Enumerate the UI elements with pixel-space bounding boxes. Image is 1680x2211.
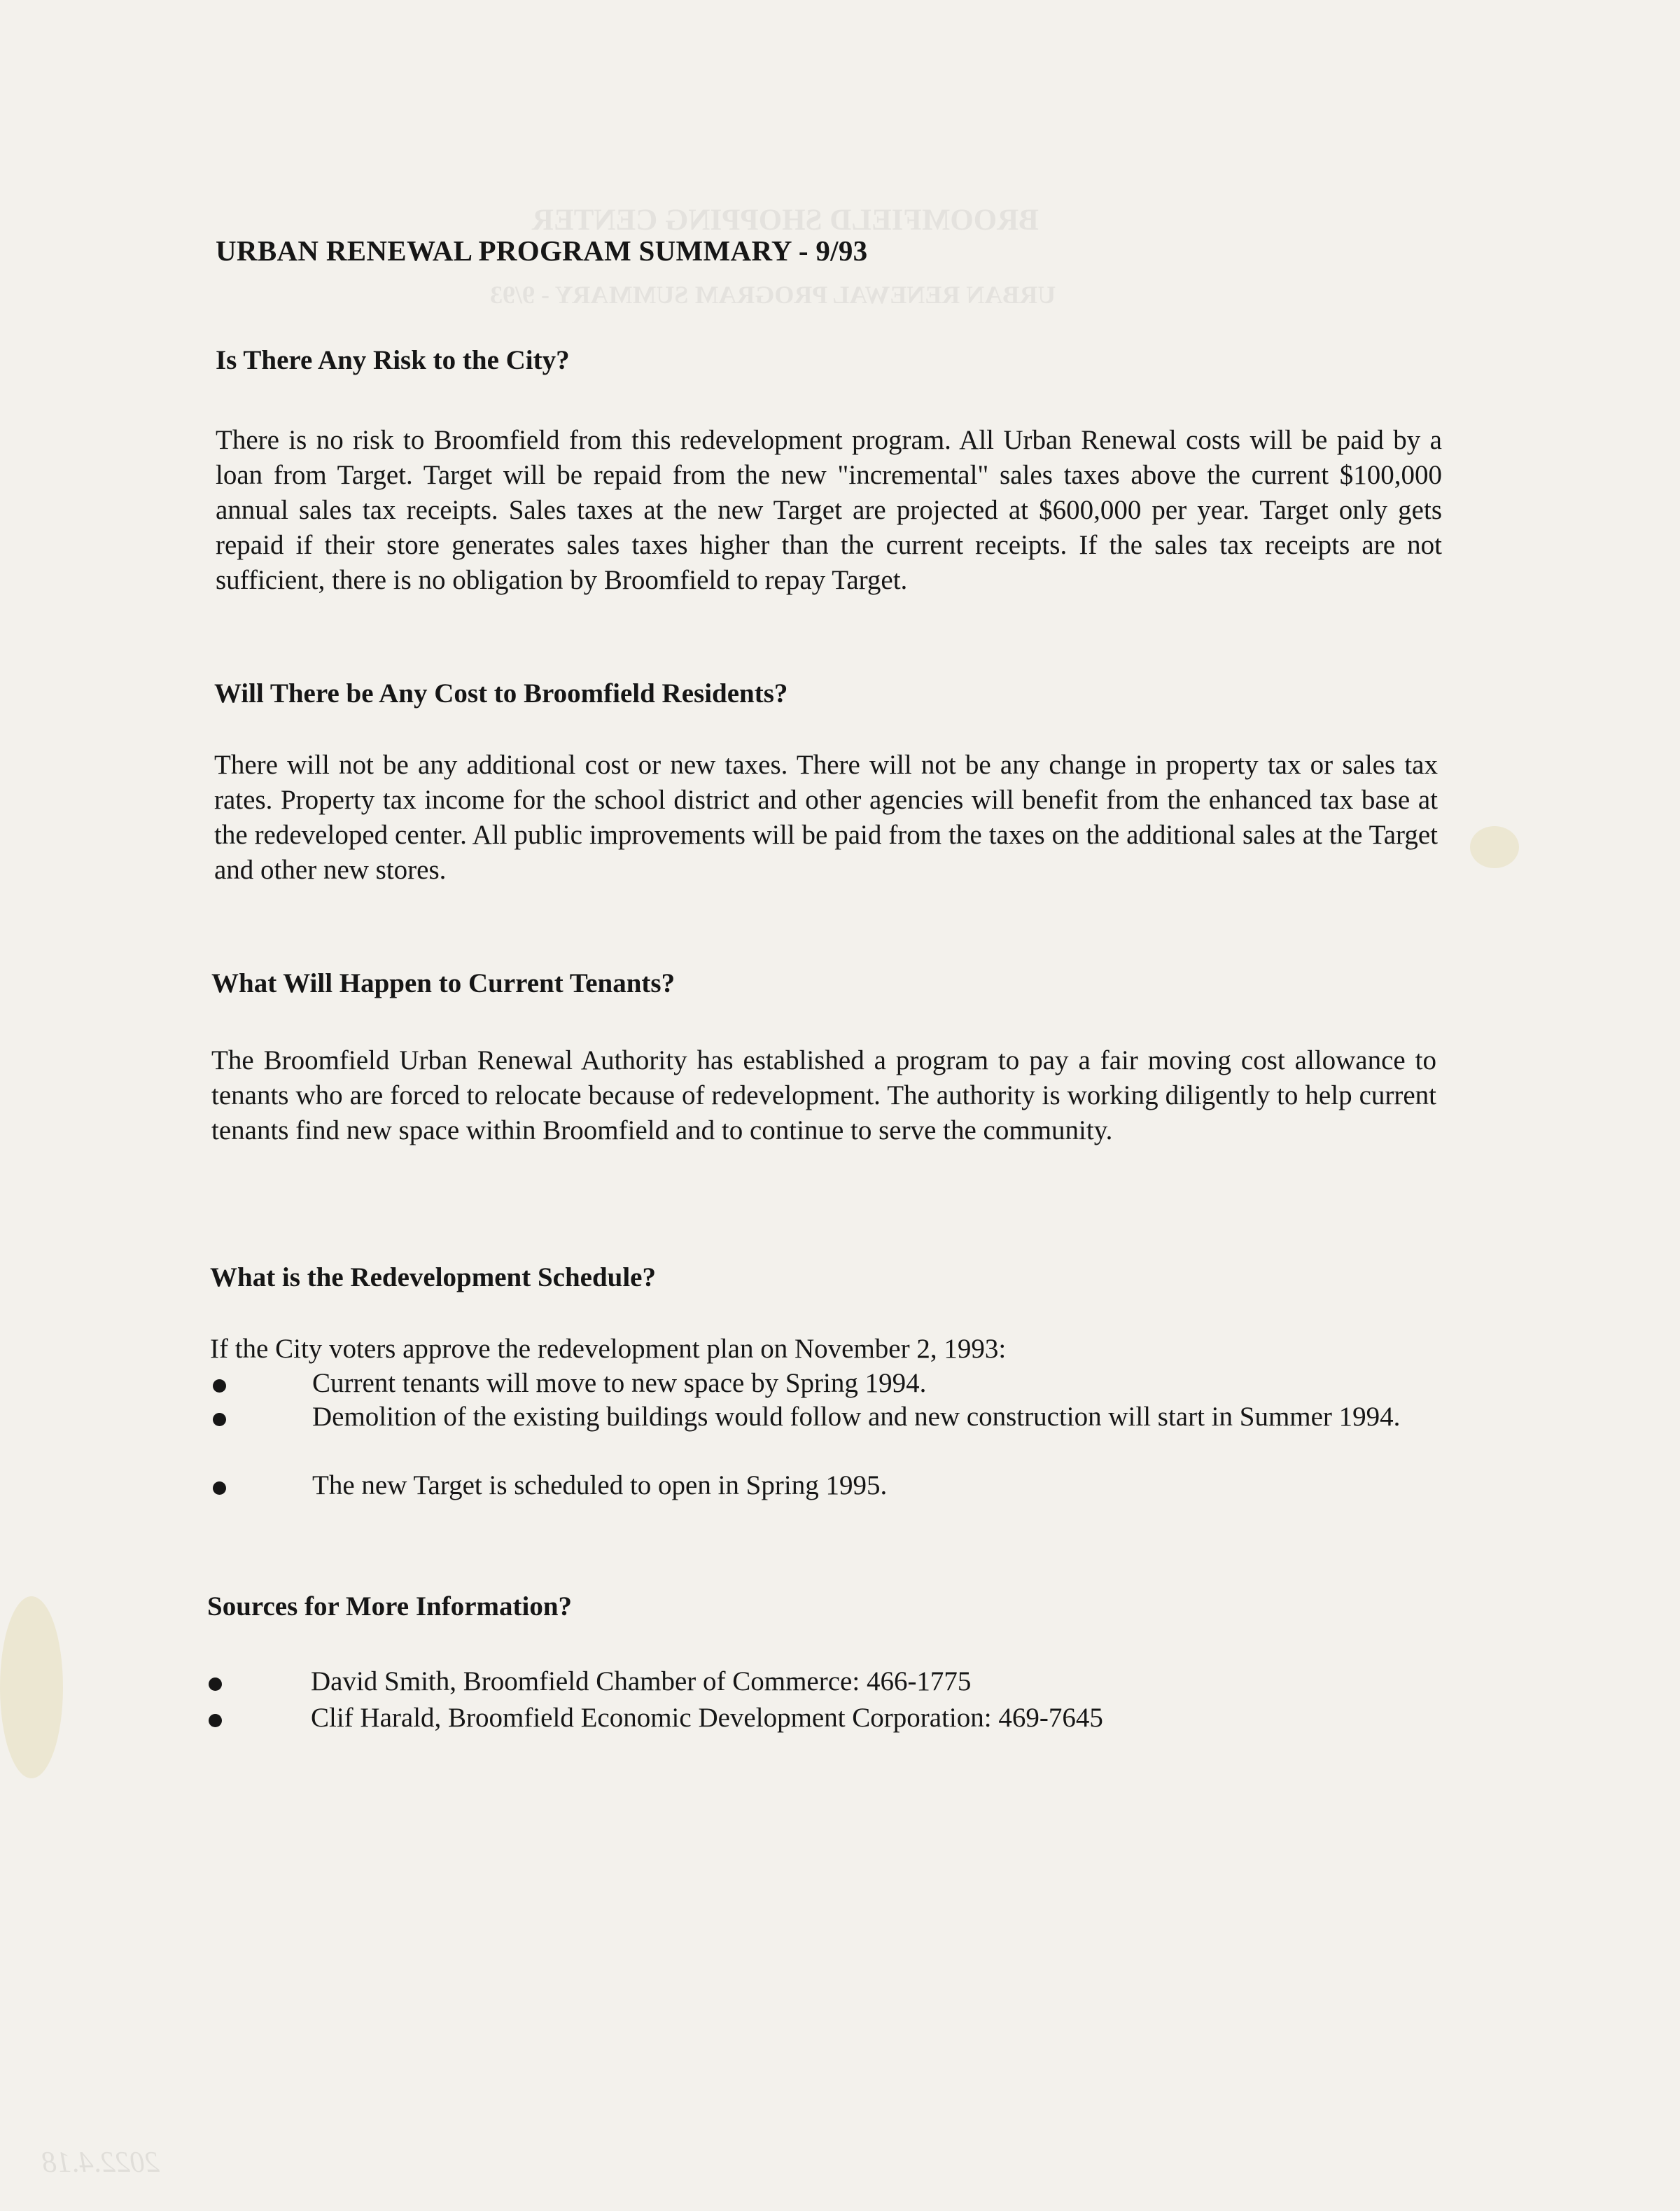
list-item-text: Current tenants will move to new space by Spring 1994. xyxy=(312,1368,927,1398)
bleed-through: URBAN RENEWAL PROGRAM SUMMARY - 9/93 xyxy=(490,281,1056,309)
schedule-list xyxy=(210,1367,1436,1502)
paper-stain xyxy=(0,1596,63,1778)
section-heading-tenants: What Will Happen to Current Tenants? xyxy=(211,968,676,998)
archive-stamp: 2022.4.18 xyxy=(42,2147,160,2179)
list-item xyxy=(210,1469,1436,1502)
list-item xyxy=(207,1665,1439,1701)
section-body-tenants: The Broomfield Urban Renewal Authority has established a program to pay a fair moving cost allowance to tenants who are forced to relocate because of redevelopment. The authority is working diligently to help current tenants find new space within Broomfield and to continue to serve the community. xyxy=(211,1045,1436,1145)
list-item-text: Clif Harald, Broomfield Economic Development Corporation: 469-7645 xyxy=(311,1703,1103,1733)
bullet-icon xyxy=(209,1678,222,1691)
list-item xyxy=(207,1701,1439,1738)
section-heading-risk: Is There Any Risk to the City? xyxy=(216,345,570,375)
sources-list xyxy=(207,1665,1439,1738)
bullet-icon xyxy=(213,1481,226,1495)
section-body-risk: There is no risk to Broomfield from this redevelopment program. All Urban Renewal costs will be paid by a loan from Target. Target will be repaid from the new "incremental" sales taxes above the current $100,000 annual sales tax receipts. Sales taxes at the new Target are projected at $600,000 per year. Target only gets repaid if their store generates sales taxes higher than the current receipts. If the sales tax receipts are not sufficient, there is no obligation by Broomfield to repay Target. xyxy=(216,425,1442,595)
bullet-icon xyxy=(209,1714,222,1727)
bullet-icon xyxy=(213,1379,226,1393)
list-item-text: David Smith, Broomfield Chamber of Commerce: 466-1775 xyxy=(311,1666,972,1696)
list-item-text: Demolition of the existing buildings would follow and new construction will start in Summer 1994. xyxy=(312,1402,1401,1432)
section-heading-schedule: What is the Redevelopment Schedule? xyxy=(210,1262,656,1292)
section-heading-sources: Sources for More Information? xyxy=(207,1591,573,1621)
section-body-cost: There will not be any additional cost or new taxes. There will not be any change in property tax or sales tax rates. Property tax income for the school district and other agencies will benefit from the enhanced tax base at the redeveloped center. All public improvements will be paid from the taxes on the additional sales at the Target and other new stores. xyxy=(214,750,1438,885)
list-item-text: The new Target is scheduled to open in Spring 1995. xyxy=(312,1470,888,1500)
section-heading-cost: Will There be Any Cost to Broomfield Residents? xyxy=(214,678,788,709)
schedule-intro: If the City voters approve the redevelopment plan on November 2, 1993: xyxy=(210,1334,1007,1364)
list-item xyxy=(210,1400,1436,1469)
bleed-through: BROOMFIELD SHOPPING CENTER xyxy=(532,204,1039,237)
list-item xyxy=(210,1367,1436,1400)
document-title: URBAN RENEWAL PROGRAM SUMMARY - 9/93 xyxy=(216,235,868,267)
paper-stain xyxy=(1470,826,1519,868)
bullet-icon xyxy=(213,1413,226,1426)
